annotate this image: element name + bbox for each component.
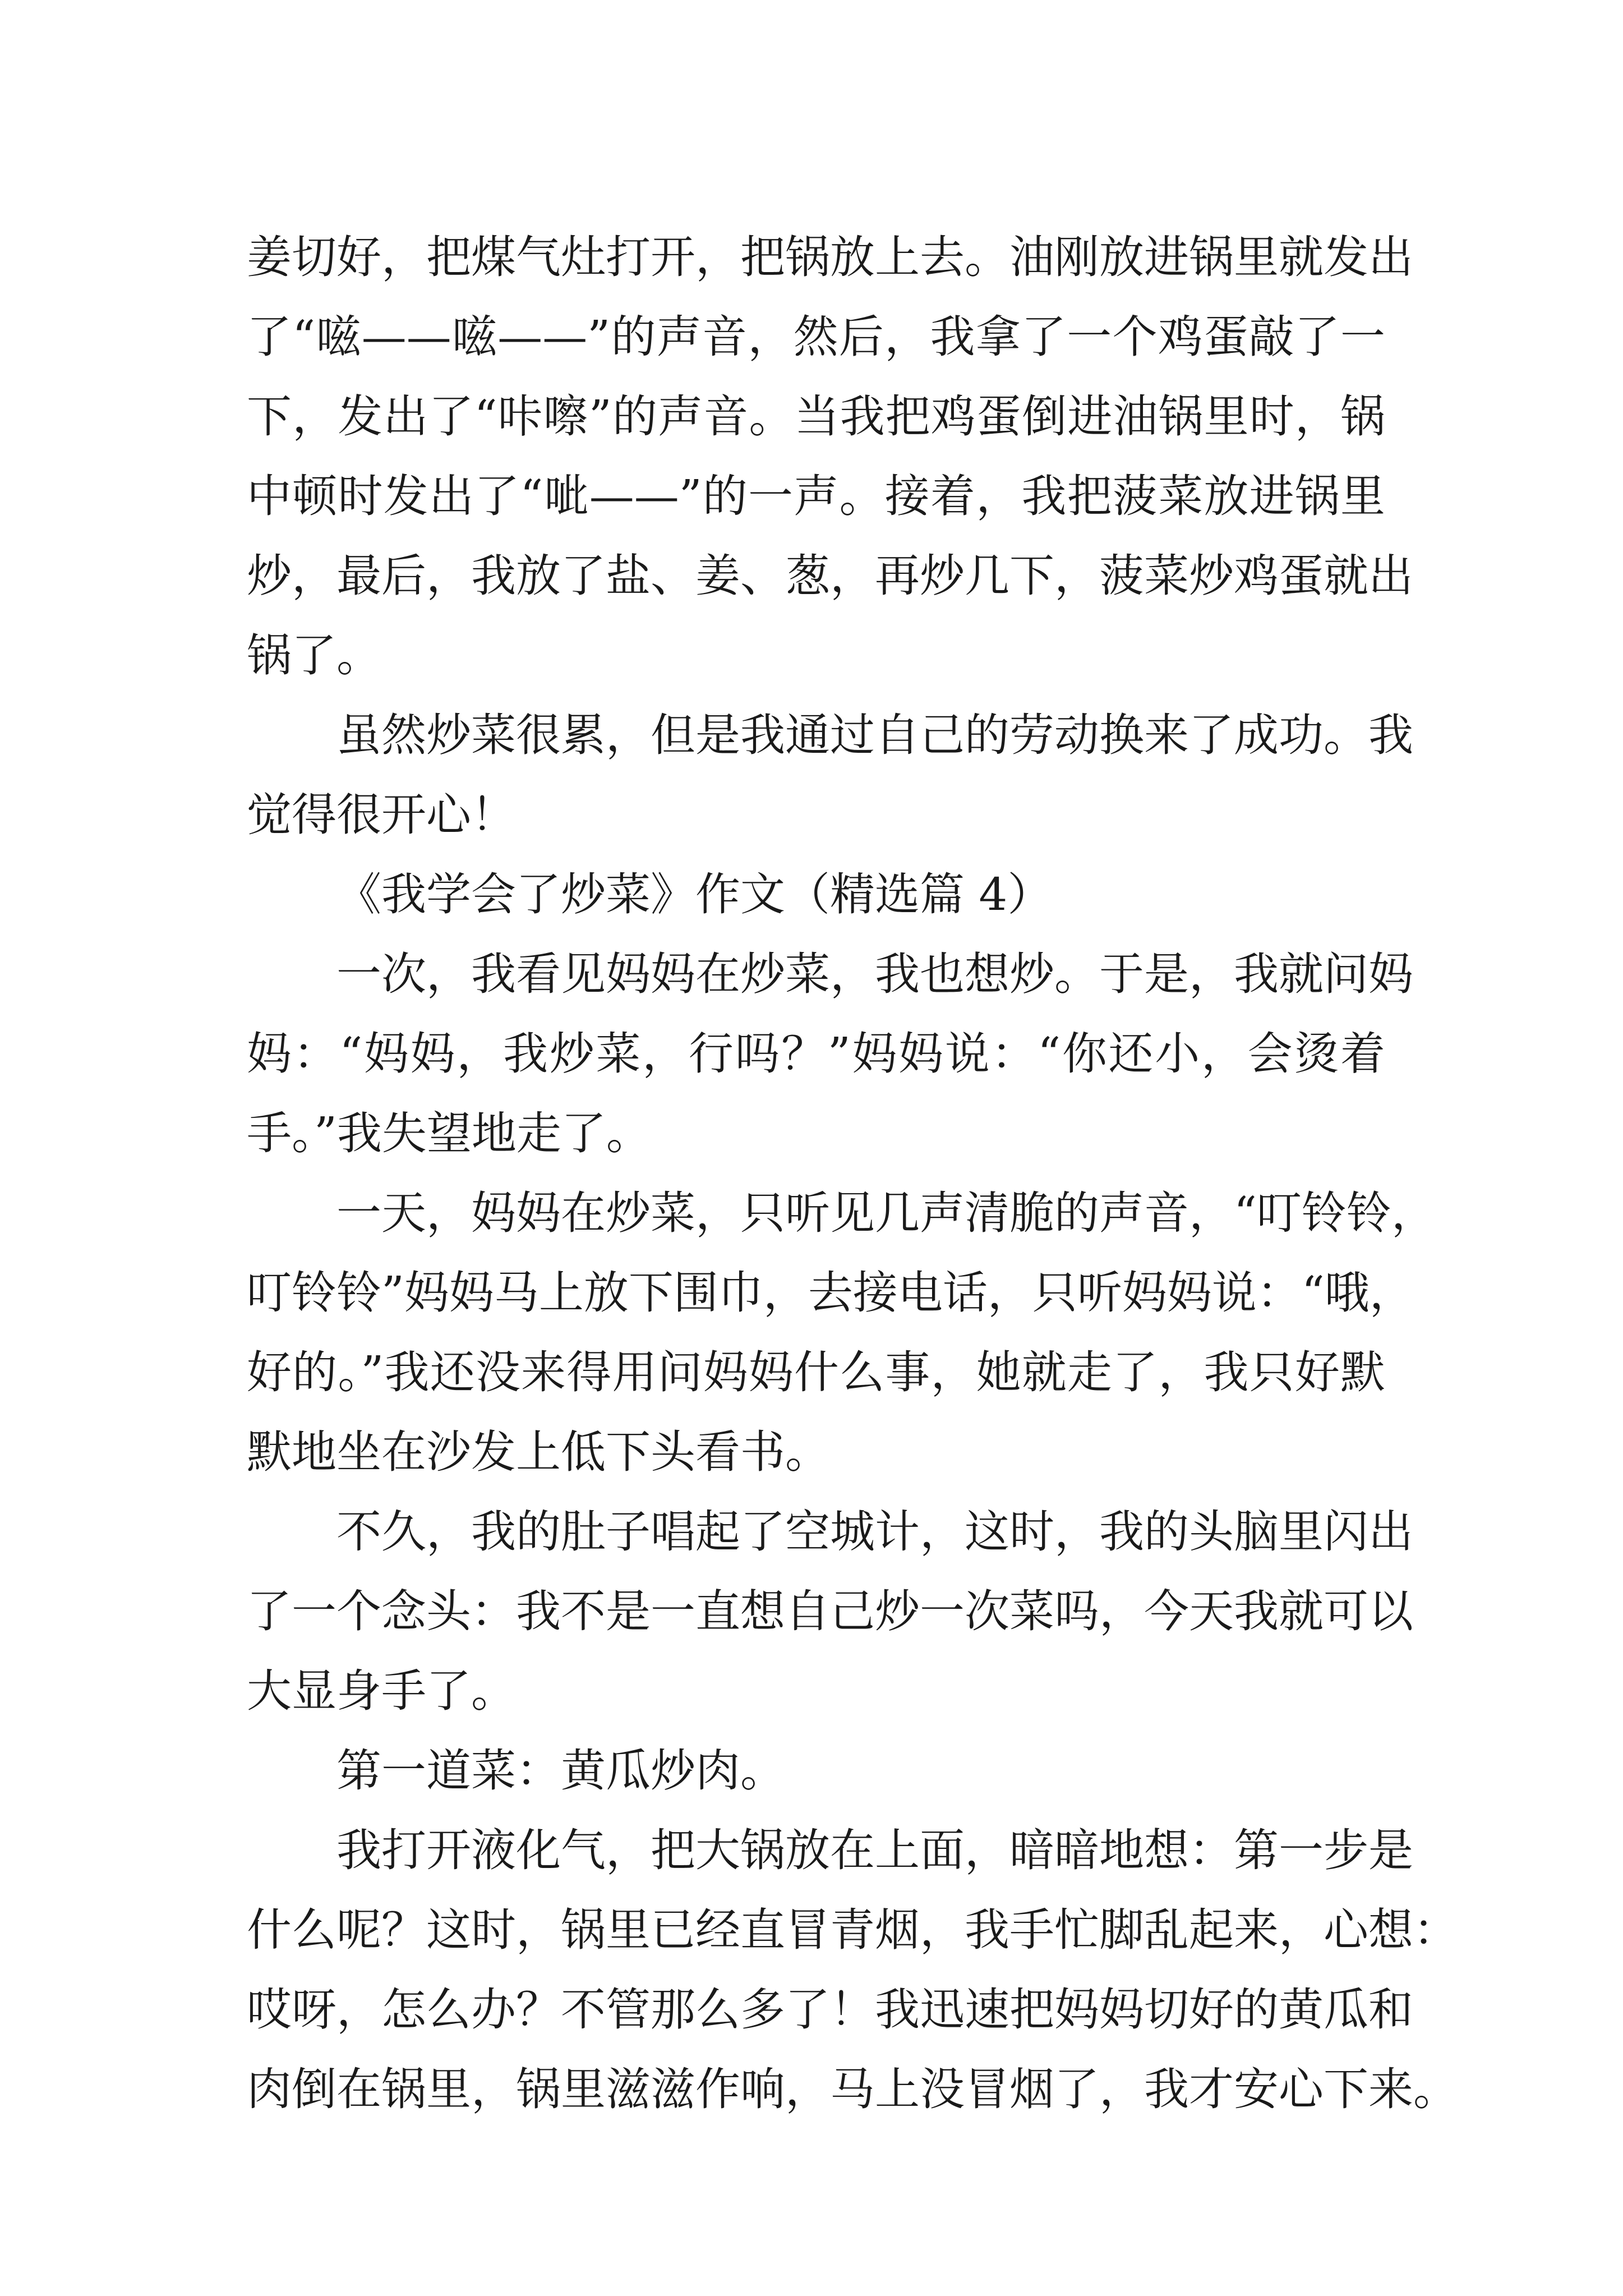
paragraph-line: 手。”我失望地走了。: [247, 1107, 651, 1159]
paragraph-line: 觉得很开心！: [247, 789, 516, 841]
paragraph-line: 炒，最后，我放了盐、姜、葱，再炒几下，菠菜炒鸡蛋就出: [247, 550, 1413, 602]
paragraph-line: 虽然炒菜很累，但是我通过自己的劳动换来了成功。我: [336, 709, 1413, 761]
paragraph-line: 一天，妈妈在炒菜，只听见几声清脆的声音，“叮铃铃，: [336, 1187, 1436, 1239]
paragraph-line: 锅了。: [247, 629, 381, 682]
paragraph-line: 了一个念头：我不是一直想自己炒一次菜吗，今天我就可以: [247, 1585, 1413, 1637]
section-title: 《我学会了炒菜》作文（精选篇 4）: [336, 868, 1053, 921]
paragraph-line: 哎呀，怎么办？不管那么多了！我迅速把妈妈切好的黄瓜和: [247, 1984, 1413, 2036]
paragraph-line: 肉倒在锅里，锅里滋滋作响，马上没冒烟了，我才安心下来。: [247, 2063, 1458, 2115]
paragraph-line: 姜切好，把煤气灶打开，把锅放上去。油刚放进锅里就发出: [247, 231, 1413, 283]
paragraph-line: 什么呢？这时，锅里已经直冒青烟，我手忙脚乱起来，心想：: [247, 1904, 1458, 1956]
paragraph-line: 了“嗞——嗞——”的声音，然后，我拿了一个鸡蛋敲了一: [247, 311, 1385, 363]
paragraph-line: 大显身手了。: [247, 1665, 516, 1717]
paragraph-line: 好的。”我还没来得用问妈妈什么事，她就走了，我只好默: [247, 1346, 1385, 1398]
paragraph-line: 叮铃铃”妈妈马上放下围巾，去接电话，只听妈妈说：“哦，: [247, 1267, 1414, 1319]
paragraph-line: 一次，我看见妈妈在炒菜，我也想炒。于是，我就问妈: [336, 948, 1413, 1000]
paragraph-line: 我打开液化气，把大锅放在上面，暗暗地想：第一步是: [336, 1824, 1413, 1876]
paragraph-line: 第一道菜：黄瓜炒肉。: [336, 1745, 785, 1797]
paragraph-line: 默地坐在沙发上低下头看书。: [247, 1426, 830, 1478]
essay-body: [247, 218, 1458, 2129]
paragraph-line: 不久，我的肚子唱起了空城计，这时，我的头脑里闪出: [336, 1506, 1413, 1558]
paragraph-line: 妈：“妈妈，我炒菜，行吗？”妈妈说：“你还小，会烫着: [247, 1028, 1385, 1080]
paragraph-line: 下，发出了“咔嚓”的声音。当我把鸡蛋倒进油锅里时，锅: [247, 390, 1385, 443]
paragraph-line: 中顿时发出了“呲——”的一声。接着，我把菠菜放进锅里: [247, 470, 1385, 522]
